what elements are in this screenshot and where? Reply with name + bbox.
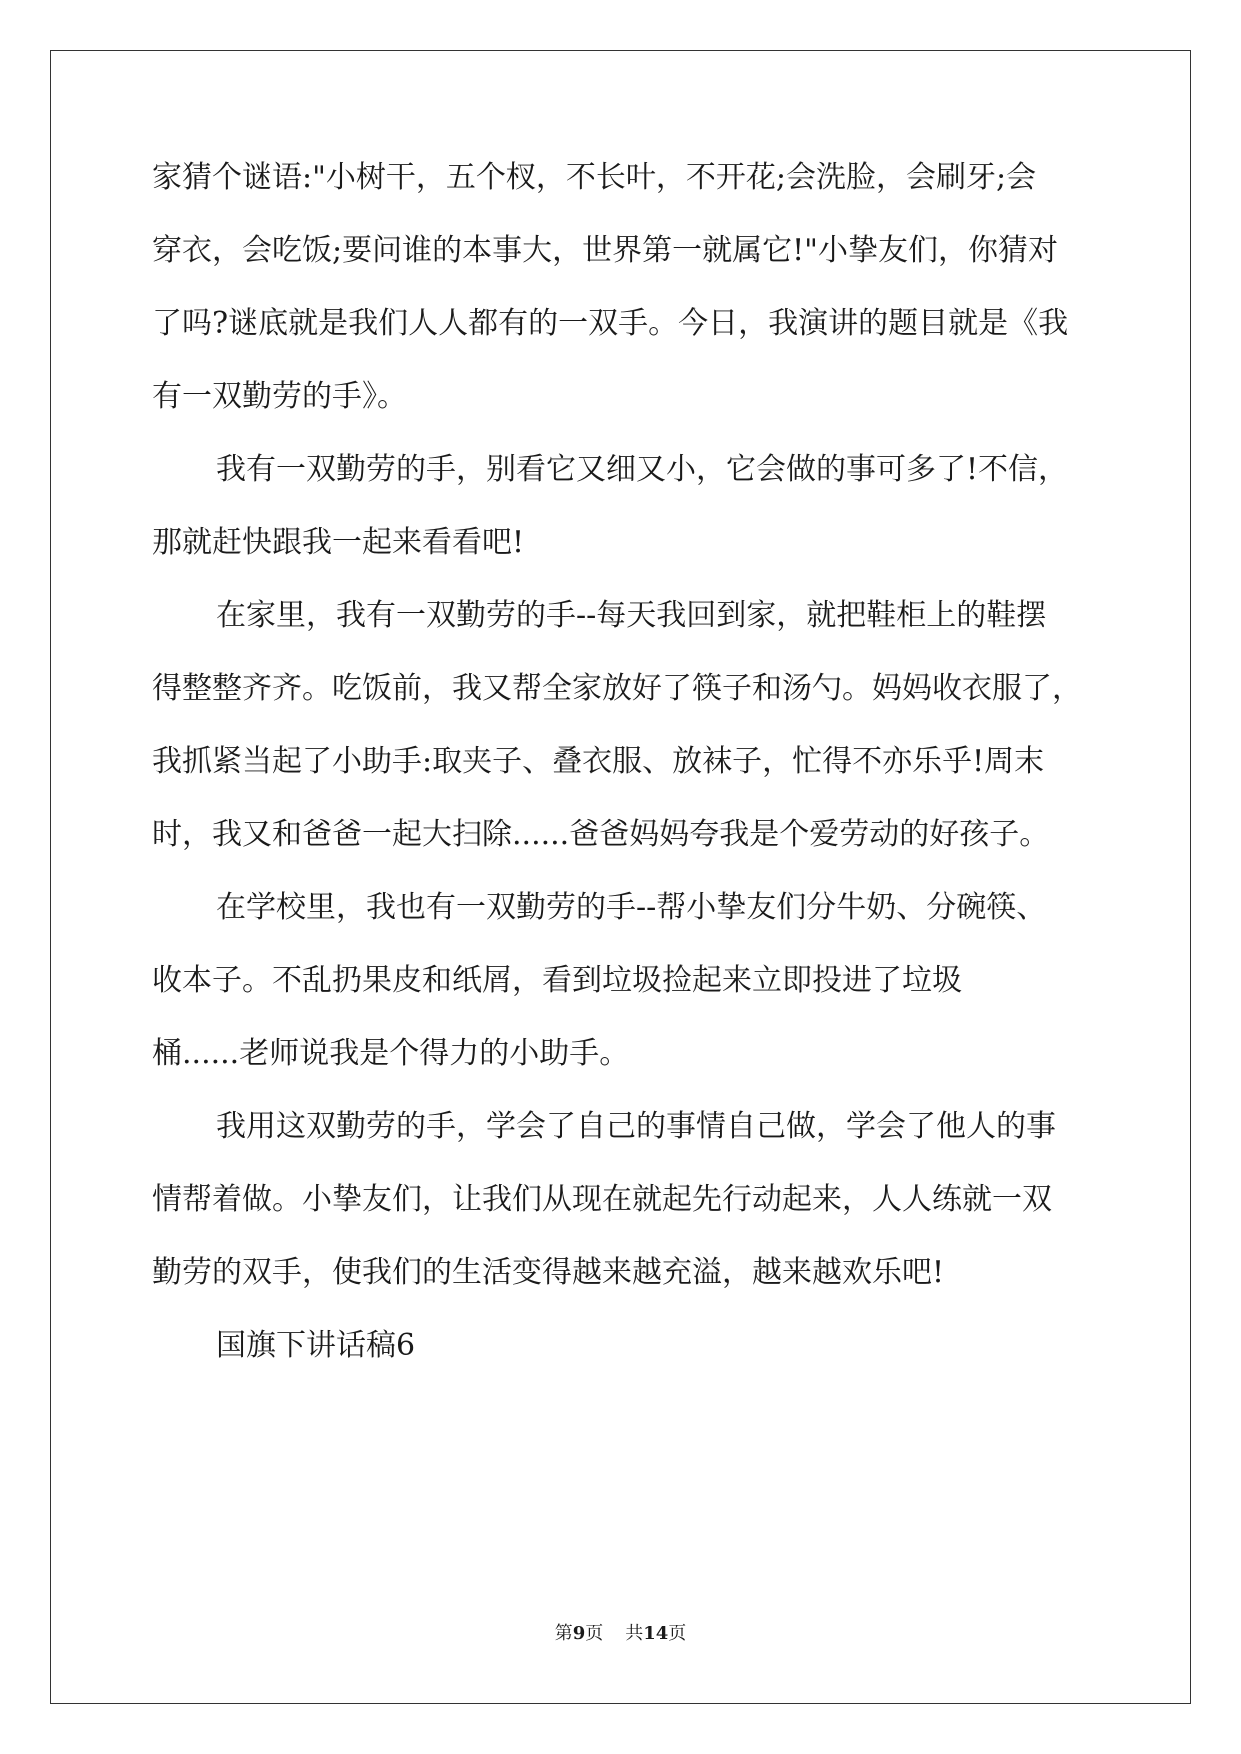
text-line: 有一双勤劳的手》。: [152, 379, 407, 414]
page-number: 9: [572, 1623, 586, 1644]
text-line: 家猜个谜语:"小树干，五个杈，不长叶，不开花;会洗脸，会刷牙;会: [152, 160, 1037, 195]
total-pages: 14: [643, 1623, 669, 1644]
text-line: 穿衣，会吃饭;要问谁的本事大，世界第一就属它!"小挚友们，你猜对: [152, 233, 1058, 268]
text-line: 收本子。不乱扔果皮和纸屑，看到垃圾捡起来立即投进了垃圾: [152, 963, 962, 998]
paragraph-first-line: 我有一双勤劳的手，别看它又细又小，它会做的事可多了!不信，: [216, 452, 1069, 487]
text-line: 那就赶快跟我一起来看看吧!: [152, 525, 525, 560]
page-prefix: 第: [554, 1623, 573, 1644]
paragraph-first-line: 在家里，我有一双勤劳的手--每天我回到家，就把鞋柜上的鞋摆: [216, 598, 1047, 633]
page-suffix: 页: [585, 1623, 604, 1644]
text-line: 我抓紧当起了小助手:取夹子、叠衣服、放袜子，忙得不亦乐乎!周末: [152, 744, 1045, 779]
text-line: 桶......老师说我是个得力的小助手。: [152, 1036, 630, 1071]
page-footer: [0, 1622, 1241, 1646]
text-line: 勤劳的双手，使我们的生活变得越来越充溢，越来越欢乐吧!: [152, 1255, 945, 1290]
paragraph-first-line: 在学校里，我也有一双勤劳的手--帮小挚友们分牛奶、分碗筷、: [216, 890, 1047, 925]
total-prefix: 共: [625, 1623, 644, 1644]
text-line: 得整整齐齐。吃饭前，我又帮全家放好了筷子和汤勺。妈妈收衣服了，: [152, 671, 1082, 706]
total-suffix: 页: [668, 1623, 687, 1644]
text-line: 了吗?谜底就是我们人人都有的一双手。今日，我演讲的题目就是《我: [152, 306, 1069, 341]
page-border: [50, 50, 1191, 1704]
text-line: 时，我又和爸爸一起大扫除......爸爸妈妈夸我是个爱劳动的好孩子。: [152, 817, 1050, 852]
section-heading: 国旗下讲话稿6: [216, 1328, 416, 1363]
paragraph-first-line: 我用这双勤劳的手，学会了自己的事情自己做，学会了他人的事: [216, 1109, 1056, 1144]
text-line: 情帮着做。小挚友们，让我们从现在就起先行动起来，人人练就一双: [152, 1182, 1052, 1217]
